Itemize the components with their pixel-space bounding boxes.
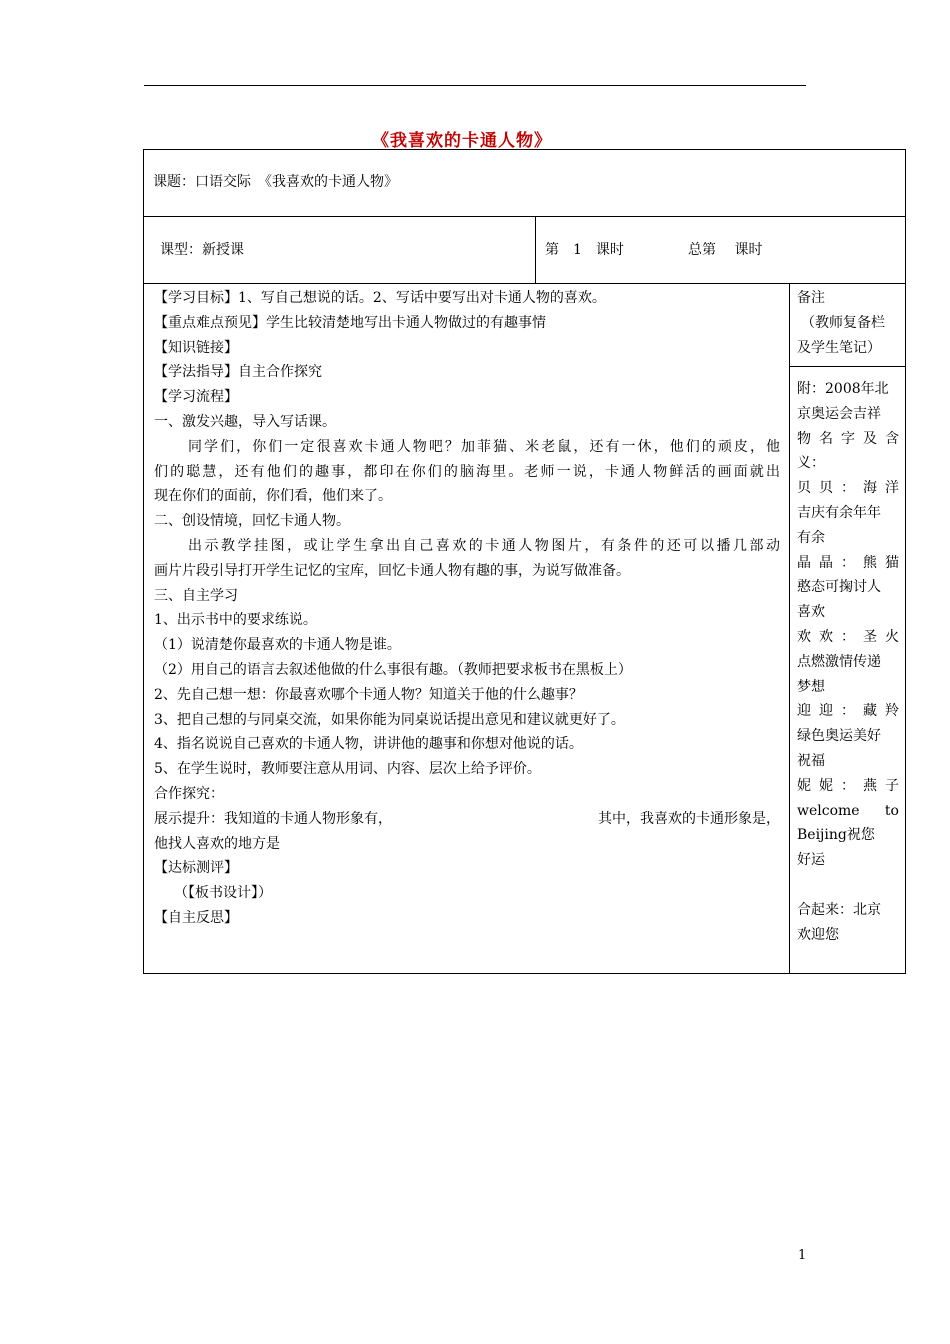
body-line: 同学们，你们一定很喜欢卡通人物吧？加菲猫、米老鼠，还有一休，他们的顽皮，他 [188, 438, 780, 455]
list-item: 2、先自己想一想：你最喜欢哪个卡通人物？知道关于他的什么趣事？ [154, 686, 583, 703]
knowledge-link: 【知识链接】 [154, 339, 238, 356]
assessment-heading: 【达标测评】 [154, 860, 238, 877]
notes-divider [789, 366, 906, 367]
top-rule [144, 85, 806, 86]
note-line: 贝贝：海洋 [797, 480, 899, 497]
body-line: 出示教学挂图，或让学生拿出自己喜欢的卡通人物图片，有条件的还可以播几部动 [188, 537, 780, 554]
section-3-heading: 三、自主学习 [154, 587, 238, 604]
notes-title: 备注 [797, 290, 825, 306]
cooperation-heading: 合作探究： [154, 785, 224, 802]
list-item: 4、指名说说自己喜欢的卡通人物，讲讲他的趣事和你想对他说的话。 [154, 736, 583, 753]
note-spacer [797, 873, 899, 898]
lesson-type-label: 课型：新授课 [160, 242, 244, 258]
note-line: 憨态可掬讨人 [797, 579, 881, 596]
row-divider-1 [143, 216, 906, 217]
note-line: 妮妮：燕子 [797, 777, 899, 794]
lesson-number: 第 1 课时 [545, 242, 624, 258]
display-line [154, 807, 780, 832]
document-title: 《我喜欢的卡通人物》 [372, 131, 552, 151]
note-line: 好运 [797, 852, 825, 869]
note-line: 欢欢：圣火 [797, 628, 899, 645]
notes-header [797, 286, 899, 360]
note-line: 吉庆有余年年 [797, 504, 881, 521]
note-line: 晶晶：熊猫 [797, 554, 899, 571]
list-item: 1、出示书中的要求练说。 [154, 612, 317, 629]
col-divider-header [535, 216, 536, 283]
body-line: 他找人喜欢的地方是 [154, 835, 280, 852]
display-line-start: 展示提升：我知道的卡通人物形象有， [154, 810, 392, 827]
notes-subtitle: （教师复备栏 [801, 314, 885, 331]
notes-subtitle: 及学生笔记） [797, 339, 881, 356]
note-line: 点燃激情传递 [797, 653, 881, 670]
note-line: 祝福 [797, 752, 825, 769]
note-line: 梦想 [797, 678, 825, 695]
col-divider-notes [789, 283, 790, 974]
method-guide: 【学法指导】自主合作探究 [154, 364, 322, 381]
notes-column [797, 377, 899, 947]
learning-process: 【学习流程】 [154, 389, 238, 406]
page-number: 1 [798, 1248, 807, 1263]
note-line: 合起来：北京 [797, 901, 881, 918]
body-line: 们的聪慧，还有他们的趣事，都印在你们的脑海里。老师一说，卡通人物鲜活的画面就出 [154, 463, 780, 480]
note-line: 欢迎您 [797, 926, 839, 943]
learning-goal: 【学习目标】1、写自己想说的话。2、写话中要写出对卡通人物的喜欢。 [154, 290, 606, 306]
note-line: welcome to [797, 802, 899, 819]
body-line: 现在你们的面前，你们看，他们来了。 [154, 488, 392, 505]
key-points: 【重点难点预见】学生比较清楚地写出卡通人物做过的有趣事情 [154, 314, 546, 331]
board-design: （【板书设计】） [174, 885, 272, 902]
list-item: 3、把自己想的与同桌交流，如果你能为同桌说话提出意见和建议就更好了。 [154, 711, 625, 728]
note-line: Beijing祝您 [797, 827, 875, 844]
note-line: 附：2008年北 [797, 381, 889, 397]
note-line: 喜欢 [797, 604, 825, 621]
body-line: 画片片段引导打开学生记忆的宝库，回忆卡通人物有趣的事，为说写做准备。 [154, 562, 630, 579]
list-item: （2）用自己的语言去叙述他做的什么事很有趣。（教师把要求板书在黑板上） [154, 661, 632, 678]
lesson-body [154, 286, 780, 931]
note-line: 物名字及含 [797, 430, 899, 447]
topic-label: 课题：口语交际 《我喜欢的卡通人物》 [153, 174, 398, 190]
total-lesson-number: 总第 课时 [688, 242, 763, 258]
list-item: 5、在学生说时，教师要注意从用词、内容、层次上给予评价。 [154, 761, 541, 778]
section-2-heading: 二、创设情境，回忆卡通人物。 [154, 513, 350, 530]
note-line: 绿色奥运美好 [797, 728, 881, 745]
display-line-end: 其中，我喜欢的卡通形象是， [598, 810, 780, 827]
row-divider-2 [143, 283, 906, 284]
note-line: 有余 [797, 529, 825, 546]
note-line: 义： [797, 455, 825, 472]
note-line: 京奥运会吉祥 [797, 405, 881, 422]
note-line: 迎迎：藏羚 [797, 703, 899, 720]
reflection-heading: 【自主反思】 [154, 909, 238, 926]
section-1-heading: 一、激发兴趣，导入写话课。 [154, 413, 336, 430]
list-item: （1）说清楚你最喜欢的卡通人物是谁。 [154, 637, 401, 654]
